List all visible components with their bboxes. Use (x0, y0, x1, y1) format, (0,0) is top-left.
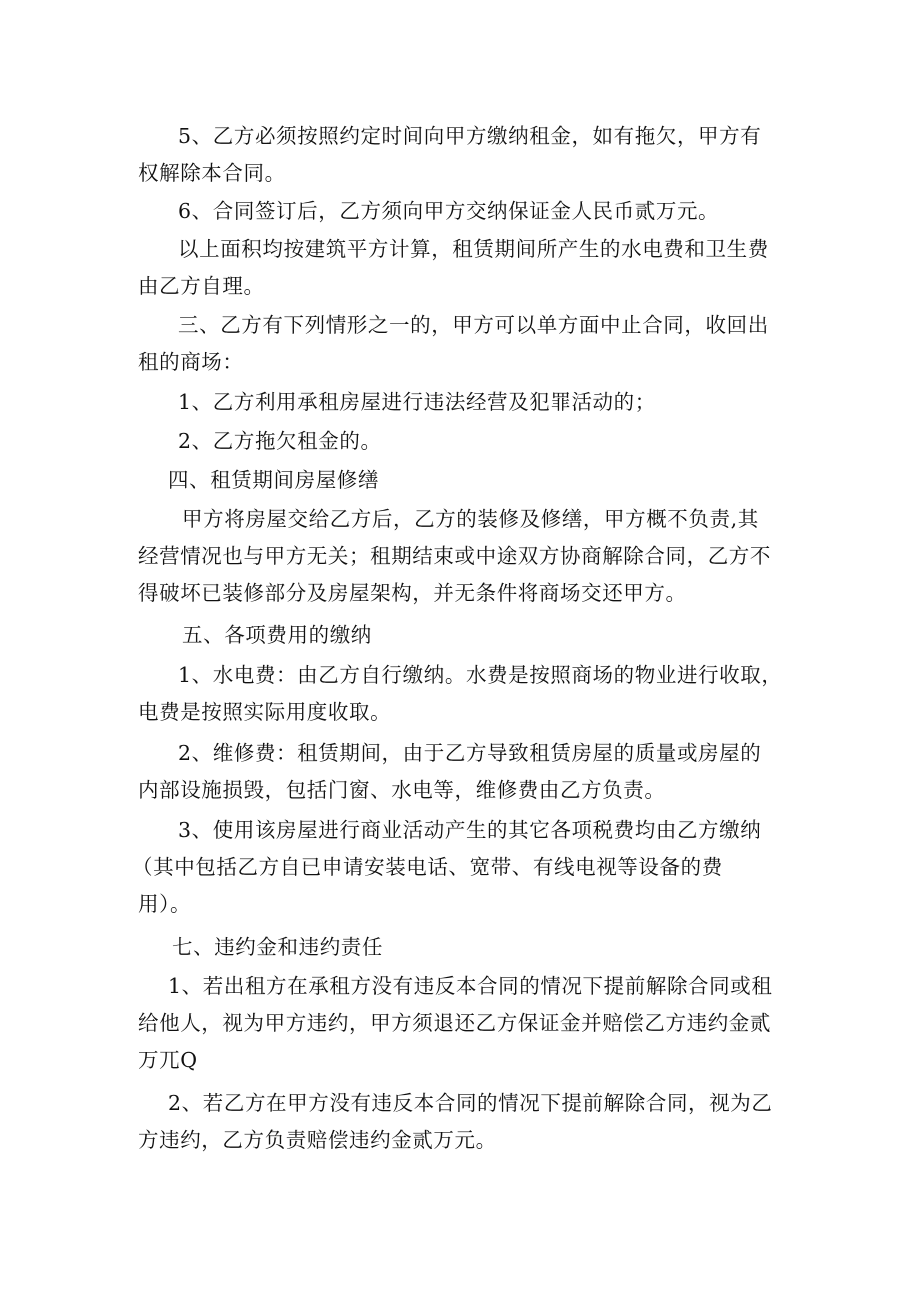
text-line: 以上面积均按建筑平方计算，租赁期间所产生的水电费和卫生费 (178, 237, 769, 261)
paragraph-rent-payment (0, 118, 920, 192)
text-line: 方违约，乙方负责赔偿违约金贰万元。 (138, 1128, 497, 1152)
text-line: 经营情况也与甲方无关；租期结束或中途双方协商解除合同，乙方不 (138, 544, 771, 568)
text-line: 2、维修费：租赁期间，由于乙方导致租赁房屋的质量或房屋的 (178, 741, 762, 765)
paragraph-maintenance (0, 735, 920, 809)
paragraph-illegal-use (0, 384, 920, 421)
text-line: 1、水电费：由乙方自行缴纳。水费是按照商场的物业进行收取， (178, 663, 783, 687)
section-three-heading (0, 307, 920, 381)
text-line: 四、租赁期间房屋修缮 (168, 468, 379, 492)
text-line: 3、使用该房屋进行商业活动产生的其它各项税费均由乙方缴纳 (178, 818, 762, 842)
text-line: 1、若出租方在承租方没有违反本合同的情况下提前解除合同或租 (168, 974, 773, 998)
paragraph-utilities (0, 657, 920, 731)
paragraph-lessor-breach (0, 968, 920, 1079)
text-line: 由乙方自理。 (138, 274, 265, 298)
text-line: 甲方将房屋交给乙方后，乙方的装修及修缮，甲方概不负责,其 (182, 507, 759, 531)
text-line: 1、乙方利用承租房屋进行违法经营及犯罪活动的； (178, 390, 656, 414)
text-line: 租的商场： (138, 350, 244, 374)
section-four-heading (0, 462, 920, 499)
text-line: （其中包括乙方自已申请安装电话、宽带、有线电视等设备的费 (132, 855, 723, 879)
text-line: 电费是按照实际用度收取。 (138, 700, 392, 724)
paragraph-rent-arrears (0, 423, 920, 460)
section-seven-heading (0, 929, 920, 966)
paragraph-lessee-breach (0, 1085, 920, 1159)
text-line: 万兀Q (138, 1048, 198, 1072)
paragraph-repairs (0, 501, 920, 612)
text-line: 2、若乙方在甲方没有违反本合同的情况下提前解除合同，视为乙 (168, 1091, 773, 1115)
text-line: 6、合同签订后，乙方须向甲方交纳保证金人民币贰万元。 (178, 199, 720, 223)
text-line: 得破坏已装修部分及房屋架构，并无条件将商场交还甲方。 (138, 581, 687, 605)
paragraph-deposit (0, 193, 920, 230)
text-line: 七、违约金和违约责任 (172, 935, 383, 959)
text-line: 内部设施损毁，包括门窗、水电等，维修费由乙方负责。 (138, 778, 666, 802)
text-line: 2、乙方拖欠租金的。 (178, 429, 382, 453)
text-line: 用）。 (138, 892, 192, 916)
text-line: 给他人，视为甲方违约，甲方须退还乙方保证金并赔偿乙方违约金贰 (138, 1011, 771, 1035)
text-line: 三、乙方有下列情形之一的，甲方可以单方面中止合同，收回出 (178, 313, 769, 337)
text-line: 五、各项费用的缴纳 (182, 623, 372, 647)
text-line: 5、乙方必须按照约定时间向甲方缴纳租金，如有拖欠，甲方有 (178, 124, 762, 148)
paragraph-area-calculation (0, 231, 920, 305)
paragraph-taxes (0, 812, 920, 923)
section-five-heading (0, 617, 920, 654)
text-line: 权解除本合同。 (138, 161, 286, 185)
